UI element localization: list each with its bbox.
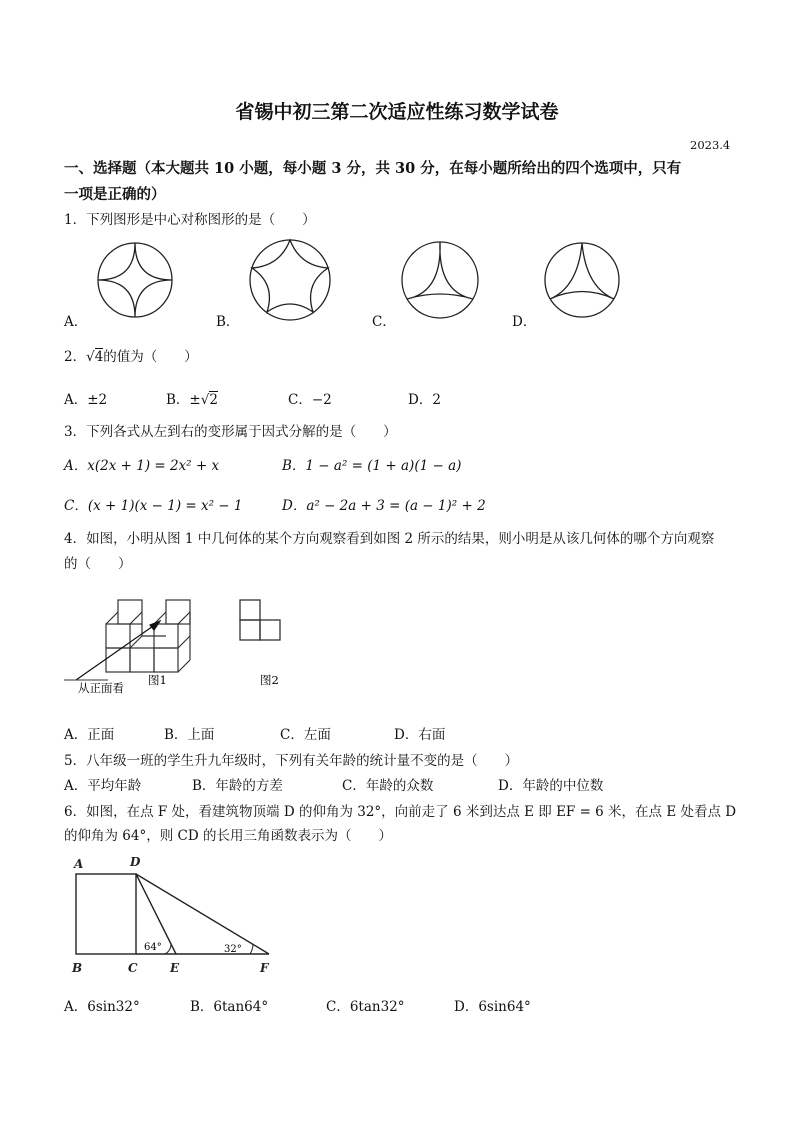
q3-stem: 3．下列各式从左到右的变形属于因式分解的是（ ） bbox=[64, 424, 397, 440]
q6-label-f: F bbox=[260, 961, 269, 975]
q6-stem-line2: 的仰角为 64°，则 CD 的长用三角函数表示为（ ） bbox=[64, 828, 392, 844]
q5-option-b[interactable]: B．年龄的方差 bbox=[192, 778, 283, 794]
q4-stem-line2: 的（ ） bbox=[64, 556, 132, 572]
q1-figure-a bbox=[98, 243, 172, 317]
exam-date: 2023.4 bbox=[690, 138, 731, 152]
q6-geometry bbox=[76, 874, 269, 954]
q4-figure bbox=[64, 584, 324, 714]
sqrt-symbol: √ bbox=[86, 349, 95, 365]
q1-stem: 1．下列图形是中心对称图形的是（ ） bbox=[64, 212, 316, 228]
q1-figures bbox=[60, 232, 640, 332]
q6-label-b: B bbox=[72, 961, 83, 975]
sqrt-symbol: √ bbox=[200, 392, 210, 408]
section-heading-line2: 一项是正确的） bbox=[64, 186, 166, 203]
q3-option-a[interactable]: A．x(2x + 1) = 2x² + x bbox=[64, 458, 220, 474]
q5-option-c[interactable]: C．年龄的众数 bbox=[342, 778, 434, 794]
q2-option-b[interactable] bbox=[166, 388, 218, 408]
q4-cube-stack bbox=[106, 600, 190, 672]
page-title: 省锡中初三第二次适应性练习数学试卷 bbox=[235, 101, 559, 123]
q1-figure-d bbox=[545, 243, 619, 317]
q6-angle-32: 32° bbox=[224, 944, 242, 955]
q5-option-d[interactable]: D．年龄的中位数 bbox=[498, 778, 604, 794]
q1-option-c[interactable]: C． bbox=[372, 314, 396, 330]
q5-stem: 5．八年级一班的学生升九年级时，下列有关年龄的统计量不变的是（ ） bbox=[64, 753, 519, 769]
q4-option-c[interactable]: C．左面 bbox=[280, 727, 331, 743]
q2-stem-tail: 的值为（ ） bbox=[103, 349, 198, 365]
q1-figure-c bbox=[402, 242, 478, 318]
q6-option-a[interactable]: A．6sin32° bbox=[64, 999, 140, 1015]
q2-option-b-prefix: B．± bbox=[166, 392, 201, 408]
q2-option-d[interactable]: D．2 bbox=[408, 392, 441, 408]
q1-figure-b bbox=[250, 240, 330, 320]
q6-label-d: D bbox=[130, 855, 141, 869]
q1-option-b[interactable]: B． bbox=[216, 314, 240, 330]
q4-option-a[interactable]: A．正面 bbox=[64, 727, 115, 743]
q6-angle-64: 64° bbox=[144, 942, 162, 953]
q6-stem-line1: 6．如图，在点 F 处，看建筑物顶端 D 的仰角为 32°，向前走了 6 米到达点 E 即 EF = 6 米，在点 E 处看点 D bbox=[64, 804, 737, 820]
q2-option-b-radicand: 2 bbox=[209, 392, 218, 408]
q3-option-c[interactable]: C．(x + 1)(x − 1) = x² − 1 bbox=[64, 498, 243, 514]
q5-option-a[interactable]: A．平均年龄 bbox=[64, 778, 142, 794]
q3-option-d[interactable]: D．a² − 2a + 3 = (a − 1)² + 2 bbox=[282, 498, 486, 514]
section-heading bbox=[64, 156, 681, 208]
q2-option-a[interactable]: A．±2 bbox=[64, 392, 108, 408]
q4-figure2 bbox=[240, 600, 280, 640]
q6-figure bbox=[64, 852, 284, 982]
q1-option-a[interactable]: A． bbox=[64, 314, 88, 330]
q4-stem-line1: 4．如图，小明从图 1 中几何体的某个方向观察看到如图 2 所示的结果，则小明是从该几何体的哪个方向观察 bbox=[64, 531, 715, 547]
q4-view-arrow bbox=[76, 621, 160, 680]
q4-front-label: 从正面看 bbox=[78, 681, 124, 695]
q6-option-c[interactable]: C．6tan32° bbox=[326, 999, 405, 1015]
q2-number: 2． bbox=[64, 349, 87, 365]
q6-option-b[interactable]: B．6tan64° bbox=[190, 999, 269, 1015]
q3-option-b[interactable]: B．1 − a² = (1 + a)(1 − a) bbox=[282, 458, 462, 474]
q2-stem bbox=[64, 345, 198, 365]
section-heading-line1: 一、选择题（本大题共 10 小题，每小题 3 分，共 30 分，在每小题所给出的四个选项中，只有 bbox=[64, 160, 682, 177]
q4-fig1-label: 图1 bbox=[148, 673, 167, 687]
q4-option-d[interactable]: D．右面 bbox=[394, 727, 446, 743]
q2-option-c[interactable]: C．−2 bbox=[288, 392, 332, 408]
q6-label-c: C bbox=[128, 961, 138, 975]
q4-fig2-label: 图2 bbox=[260, 673, 279, 687]
q6-option-d[interactable]: D．6sin64° bbox=[454, 999, 531, 1015]
q6-label-e: E bbox=[170, 961, 180, 975]
q2-radicand: 4 bbox=[94, 349, 104, 365]
q4-option-b[interactable]: B．上面 bbox=[164, 727, 215, 743]
q1-option-d[interactable]: D． bbox=[512, 314, 537, 330]
q6-label-a: A bbox=[74, 857, 84, 871]
